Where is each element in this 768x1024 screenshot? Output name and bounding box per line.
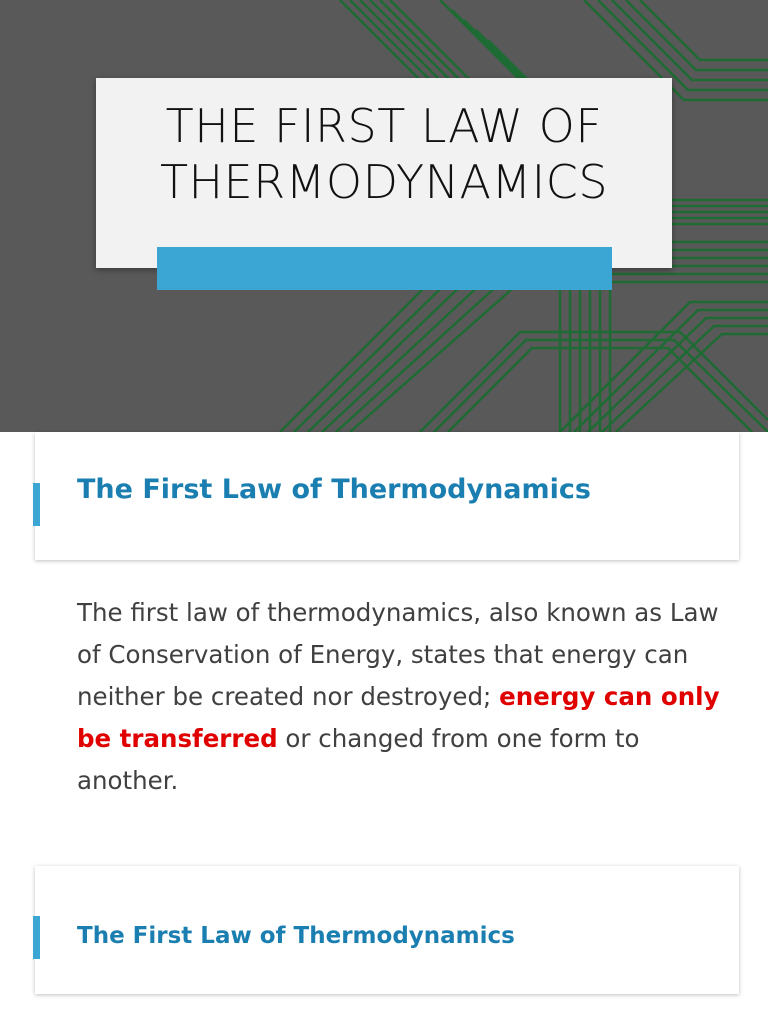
second-section-heading: The First Law of Thermodynamics xyxy=(77,923,515,949)
title-box xyxy=(96,78,672,268)
second-heading-accent-bar xyxy=(33,916,40,959)
section-heading: The First Law of Thermodynamics xyxy=(77,474,591,505)
body-highlight: energy can only be transferred xyxy=(77,682,720,753)
pattern-group-f xyxy=(420,332,768,432)
body-text-start: The first law of thermodynamics, also known as Law of Conservation of Energy, states that energy can neither be created nor destroyed; xyxy=(77,598,719,711)
slide-title: THE FIRST LAW OF THERMODYNAMICS xyxy=(159,99,609,209)
title-slide xyxy=(0,0,768,432)
title-accent-bar xyxy=(157,247,612,290)
body-paragraph xyxy=(77,592,737,802)
heading-accent-bar xyxy=(33,483,40,526)
body-text-end: or changed from one form to another. xyxy=(77,724,640,795)
